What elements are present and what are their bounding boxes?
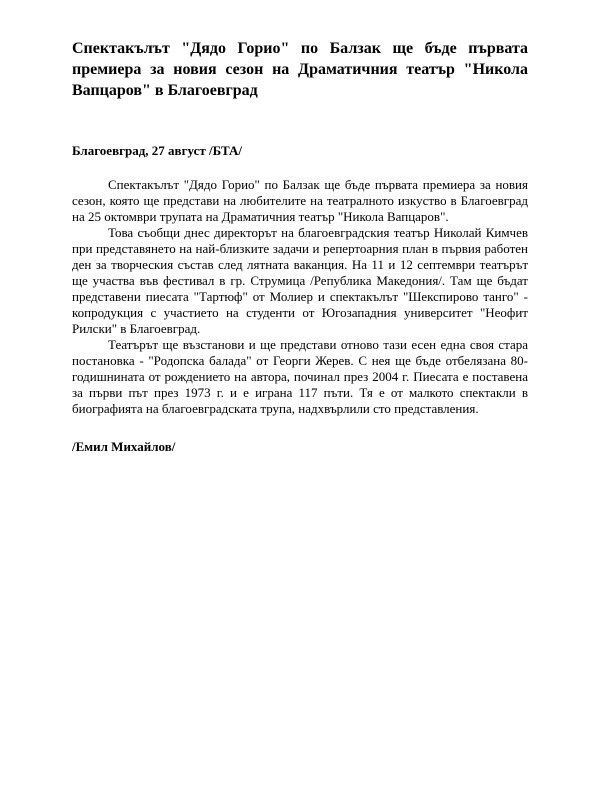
document-page bbox=[72, 38, 528, 455]
article-signature: /Емил Михайлов/ bbox=[72, 439, 176, 454]
article-paragraph: Театърът ще възстанови и ще представи отново тази есен една своя стара постановка - "Родопска балада" от Георги Жерев. С нея ще бъде отбелязана 80-годишнината от рождението на автора, починал през 2004 г. Пиесата е поставена за първи път през 1973 г. и е играна 117 пъти. Тя е от малкото спектакли в биографията на благоевградската трупа, надхвърлили сто представления. bbox=[72, 337, 528, 416]
article-body bbox=[72, 177, 528, 417]
article-dateline: Благоевград, 27 август /БТА/ bbox=[72, 143, 243, 158]
article-paragraph: Това съобщи днес директорът на благоевградския театър Николай Кимчев при представянето на най-близките задачи и репертоарния план в първия работен ден за творческия състав след лятната ваканция. На 11 и 12 септември театърът ще участва във фестивал в гр. Струмица /Република Македония/. Там ще бъдат представени пиесата "Тартюф" от Молиер и спектакълът "Шекспирово танго" - копродукция с участието на студенти от Югозападния университет "Неофит Рилски" в Благоевград. bbox=[72, 225, 528, 336]
article-paragraph: Спектакълът "Дядо Горио" по Балзак ще бъде първата премиера за новия сезон, която ще представи на любителите на театралното изкуство в Благоевград на 25 октомври трупата на Драматичния театър "Никола Вапцаров". bbox=[72, 177, 528, 224]
article-headline: Спектакълът "Дядо Горио" по Балзак ще бъде първата премиера за новия сезон на Драматичния театър "Никола Вапцаров" в Благоевград bbox=[72, 40, 528, 99]
